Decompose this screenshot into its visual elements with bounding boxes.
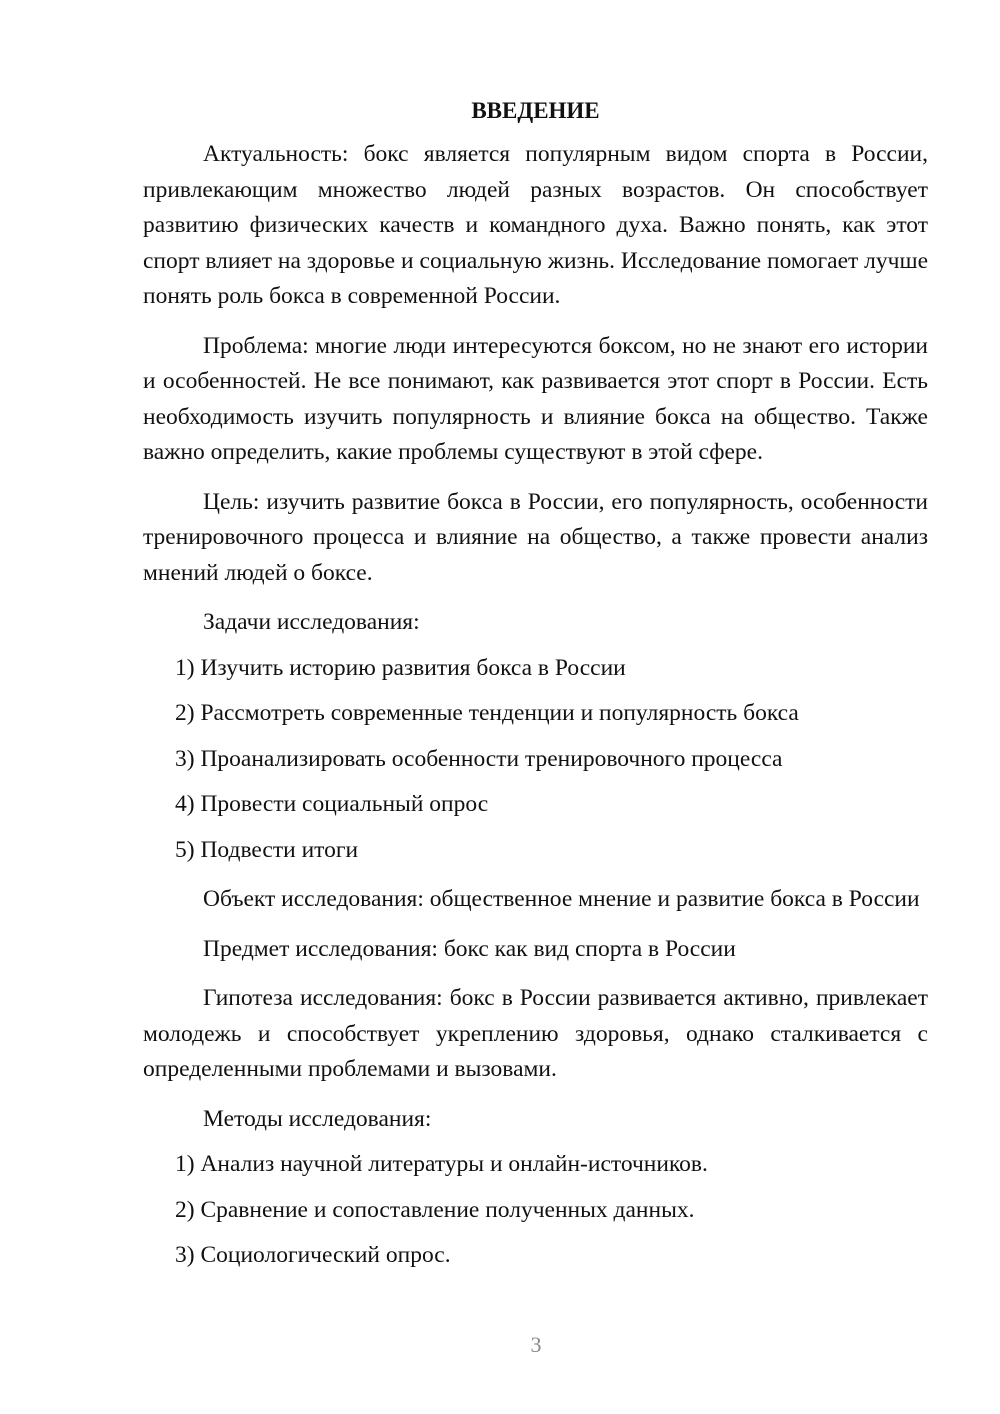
methods-label: Методы исследования:	[203, 1105, 432, 1132]
list-item: 3) Проанализировать особенности тренировочного процесса	[175, 745, 783, 772]
goal-paragraph: Цель: изучить развитие бокса в России, его популярность, особенности тренировочного процесса и влияние на общество, а также провести анализ мнений людей о боксе.	[143, 488, 928, 586]
list-item: 1) Изучить историю развития бокса в России	[175, 654, 626, 681]
list-item: 4) Провести социальный опрос	[175, 791, 489, 817]
subject-paragraph: Предмет исследования: бокс как вид спорта в России	[203, 935, 736, 962]
section-title: ВВЕДЕНИЕ	[471, 98, 600, 123]
tasks-label: Задачи исследования:	[203, 609, 420, 635]
page-number: 3	[530, 1332, 542, 1357]
hypothesis-paragraph: Гипотеза исследования: бокс в России развивается активно, привлекает молодежь и способствует укреплению здоровья, однако сталкивается с определенными проблемами и вызовами.	[143, 985, 928, 1082]
tasks-list	[143, 651, 928, 869]
problem-paragraph: Проблема: многие люди интересуются боксом, но не знают его истории и особенностей. Не все понимают, как развивается этот спорт в России. Есть необходимость изучить популярность и влияние бокса на общество. Также важно определить, какие проблемы существуют в этой сфере.	[143, 332, 928, 465]
object-paragraph: Объект исследования: общественное мнение и развитие бокса в России	[203, 886, 920, 912]
relevance-paragraph: Актуальность: бокс является популярным видом спорта в России, привлекающим множество людей разных возрастов. Он способствует развитию физических качеств и командного духа. Важно понять, как этот спорт влияет на здоровье и социальную жизнь. Исследование помогает лучше понять роль бокса в современной России.	[143, 141, 928, 309]
list-item: 3) Социологический опрос.	[175, 1242, 451, 1268]
list-item: 1) Анализ научной литературы и онлайн-источников.	[175, 1151, 708, 1177]
list-item: 2) Рассмотреть современные тенденции и популярность бокса	[175, 700, 799, 726]
list-item: 5) Подвести итоги	[175, 836, 359, 863]
page-content	[143, 95, 928, 1274]
list-item: 2) Сравнение и сопоставление полученных данных.	[175, 1196, 695, 1223]
methods-list	[143, 1147, 928, 1274]
